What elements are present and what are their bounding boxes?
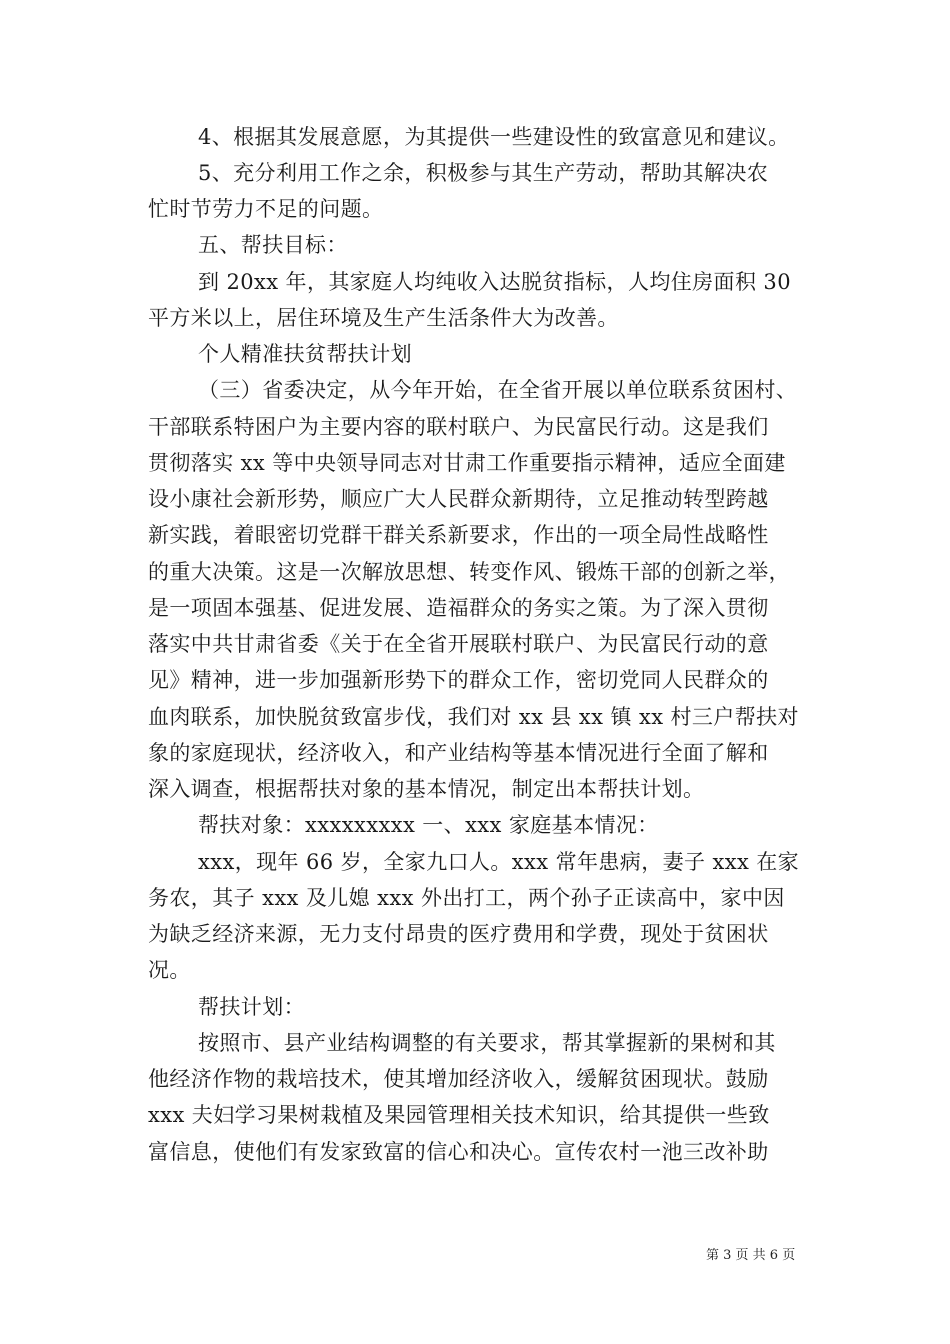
- text-line: 干部联系特困户为主要内容的联村联户、为民富民行动。这是我们: [148, 415, 769, 439]
- page-number: 第 3 页 共 6 页: [706, 1248, 796, 1263]
- text-line: 富信息，使他们有发家致富的信心和决心。宣传农村一池三改补助: [148, 1140, 769, 1164]
- text-line: 血肉联系，加快脱贫致富步伐，我们对 xx 县 xx 镇 xx 村三户帮扶对: [148, 705, 799, 729]
- text-line: 按照市、县产业结构调整的有关要求，帮其掌握新的果树和其: [198, 1031, 776, 1055]
- text-line: 5、充分利用工作之余，积极参与其生产劳动，帮助其解决农: [198, 161, 769, 185]
- text-line: 象的家庭现状，经济收入，和产业结构等基本情况进行全面了解和: [148, 741, 769, 765]
- text-line: 帮扶对象：xxxxxxxxx 一、xxx 家庭基本情况：: [198, 813, 659, 837]
- text-line: 平方米以上，居住环境及生产生活条件大为改善。: [148, 306, 619, 330]
- text-line: xxx 夫妇学习果树栽植及果园管理相关技术知识，给其提供一些致: [148, 1103, 770, 1127]
- text-line: xxx，现年 66 岁，全家九口人。xxx 常年患病，妻子 xxx 在家: [198, 850, 800, 874]
- section-heading: 帮扶计划：: [198, 995, 305, 1019]
- text-line: 况。: [148, 958, 191, 982]
- text-line: 深入调查，根据帮扶对象的基本情况，制定出本帮扶计划。: [148, 777, 705, 801]
- text-line: 见》精神，进一步加强新形势下的群众工作，密切党同人民群众的: [148, 668, 769, 692]
- text-line: 是一项固本强基、促进发展、造福群众的务实之策。为了深入贯彻: [148, 596, 769, 620]
- text-line: 设小康社会新形势，顺应广大人民群众新期待，立足推动转型跨越: [148, 487, 769, 511]
- text-line: 到 20xx 年，其家庭人均纯收入达脱贫指标，人均住房面积 30: [198, 270, 791, 294]
- text-line: 为缺乏经济来源，无力支付昂贵的医疗费用和学费，现处于贫困状: [148, 922, 769, 946]
- text-line: 忙时节劳力不足的问题。: [148, 197, 384, 221]
- text-line: 新实践，着眼密切党群干群关系新要求，作出的一项全局性战略性: [148, 523, 769, 547]
- text-line: 他经济作物的栽培技术，使其增加经济收入，缓解贫困现状。鼓励: [148, 1067, 769, 1091]
- section-heading: 个人精准扶贫帮扶计划: [198, 342, 412, 366]
- text-line: 落实中共甘肃省委《关于在全省开展联村联户、为民富民行动的意: [148, 632, 769, 656]
- text-line: 4、根据其发展意愿，为其提供一些建设性的致富意见和建议。: [198, 125, 790, 149]
- text-line: （三）省委决定，从今年开始，在全省开展以单位联系贫困村、: [198, 378, 798, 402]
- text-line: 贯彻落实 xx 等中央领导同志对甘肃工作重要指示精神，适应全面建: [148, 451, 786, 475]
- text-line: 务农，其子 xxx 及儿媳 xxx 外出打工，两个孙子正读高中，家中因: [148, 886, 785, 910]
- section-heading: 五、帮扶目标：: [198, 233, 348, 257]
- text-line: 的重大决策。这是一次解放思想、转变作风、锻炼干部的创新之举，: [148, 560, 790, 584]
